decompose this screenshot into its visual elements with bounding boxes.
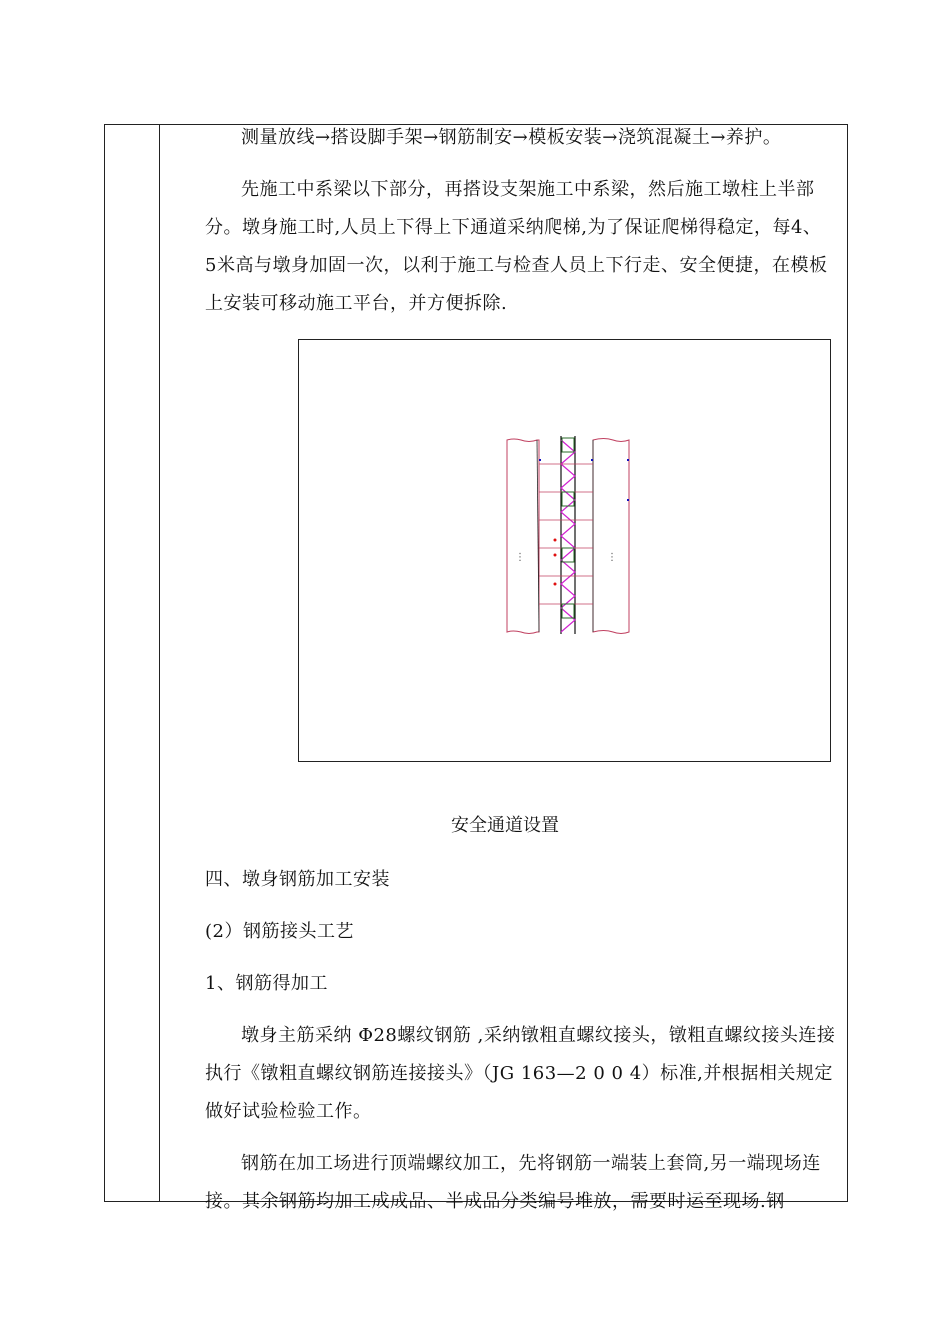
column-divider — [159, 125, 160, 1201]
right-pier — [593, 439, 629, 634]
svg-text:⋮: ⋮ — [515, 552, 525, 563]
ladder-diagram — [299, 340, 830, 761]
paragraph-rebar-processing: 钢筋在加工场进行顶端螺纹加工，先将钢筋一端装上套筒,另一端现场连接。其余钢筋均加工成成品、半成品分类编号堆放，需要时运至现场.钢 — [205, 1153, 821, 1212]
document-table — [104, 124, 848, 1212]
section-item: 1、钢筋得加工 — [205, 973, 328, 994]
safety-passage-figure — [298, 339, 831, 762]
figure-caption: 安全通道设置 — [451, 815, 559, 836]
left-pier — [507, 439, 539, 634]
paragraph-process: 测量放线→搭设脚手架→钢筋制安→模板安装→浇筑混凝土→养护。 — [241, 127, 782, 148]
content-cell — [163, 125, 847, 1212]
paragraph-construction: 先施工中系梁以下部分，再搭设支架施工中系梁，然后施工墩柱上半部分。墩身施工时,人员上下得上下通道采纳爬梯,为了保证爬梯得稳定，每4、 5米高与墩身加固一次，以利于施工与检查人员上下行走、安全便捷，在模板上安装可移动施工平台，并方便拆除. — [205, 179, 828, 314]
ladder — [539, 436, 629, 634]
paragraph-rebar-joint: 墩身主筋采纳 Φ28螺纹钢筋 ,采纳镦粗直螺纹接头，镦粗直螺纹接头连接执行《镦粗直螺纹钢筋连接接头》（JG 163—2 0 0 4）标准,并根据相关规定做好试验检验工作。 — [205, 1025, 836, 1122]
svg-text:⋮: ⋮ — [607, 552, 617, 563]
section-heading: 四、墩身钢筋加工安装 — [205, 869, 390, 890]
section-subheading: (2）钢筋接头工艺 — [205, 921, 354, 942]
